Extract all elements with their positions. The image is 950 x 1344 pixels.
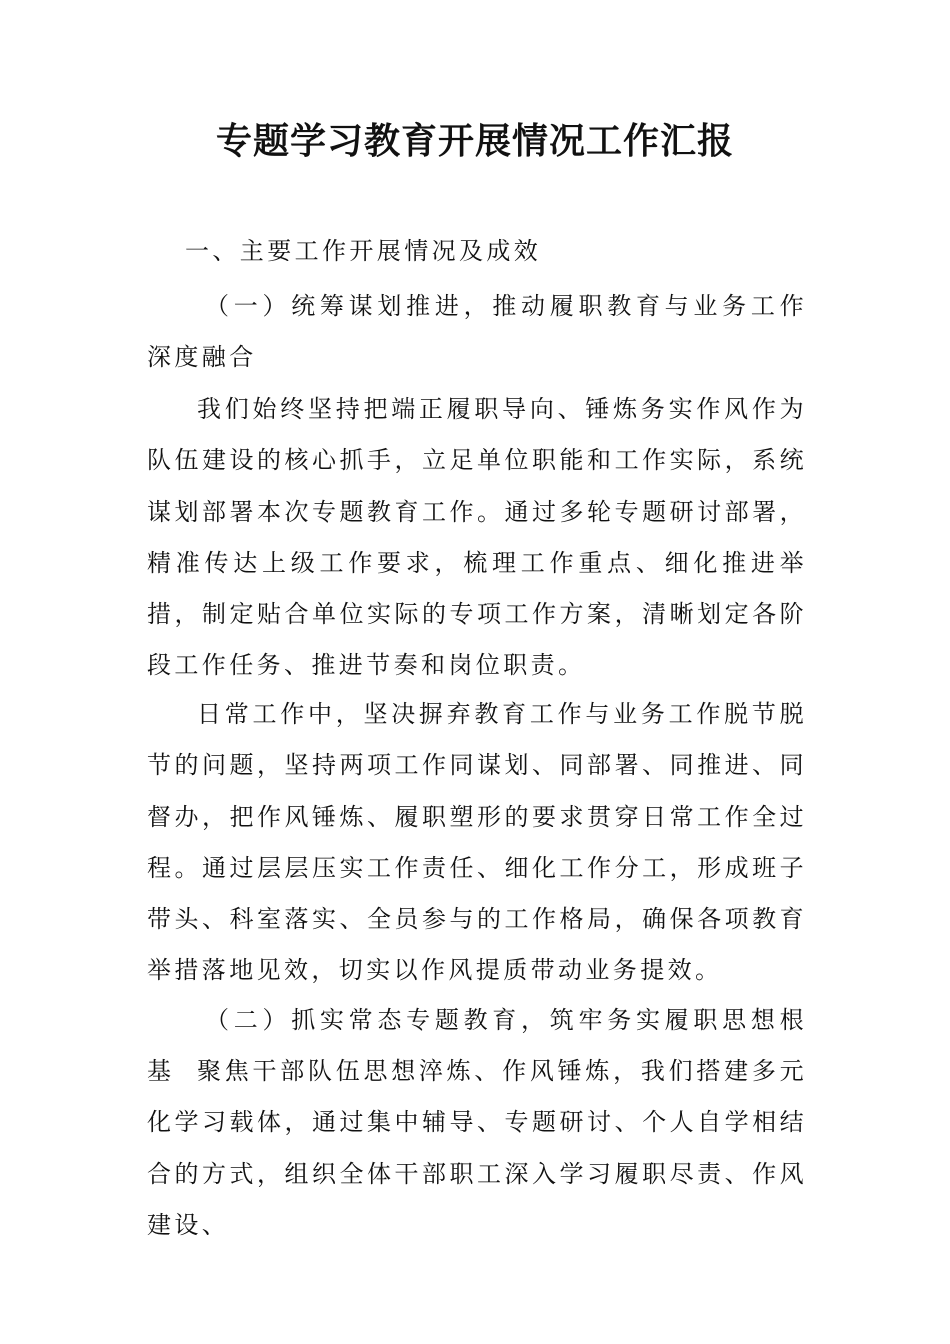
subsection-heading: （二）抓实常态专题教育，筑牢务实履职思想根基 [147,1006,807,1086]
body-paragraph: 日常工作中，坚决摒弃教育工作与业务工作脱节脱节的问题，坚持两项工作同谋划、同部署、同推进、同督办，把作风锤炼、履职塑形的要求贯穿日常工作全过程。通过层层压实工作责任、细化工作分工，形成班子带头、科室落实、全员参与的工作格局，确保各项教育举措落地见效，切实以作风提质带动业务提效。 [147,700,807,985]
subsection-heading: （一）统筹谋划推进，推动履职教育与业务工作深度融合 [147,292,807,372]
document-title: 专题学习教育开展情况工作汇报 [215,121,734,162]
section-heading: 一、主要工作开展情况及成效 [185,237,542,265]
body-paragraph: 我们始终坚持把端正履职导向、锤炼务实作风作为队伍建设的核心抓手，立足单位职能和工作实际，系统谋划部署本次专题教育工作。通过多轮专题研讨部署，精准传达上级工作要求，梳理工作重点、细化推进举措，制定贴合单位实际的专项工作方案，清晰划定各阶段工作任务、推进节奏和岗位职责。 [147,395,807,680]
body-paragraph: 聚焦干部队伍思想淬炼、作风锤炼，我们搭建多元化学习载体，通过集中辅导、专题研讨、个人自学相结合的方式，组织全体干部职工深入学习履职尽责、作风建设、 [147,1057,807,1239]
